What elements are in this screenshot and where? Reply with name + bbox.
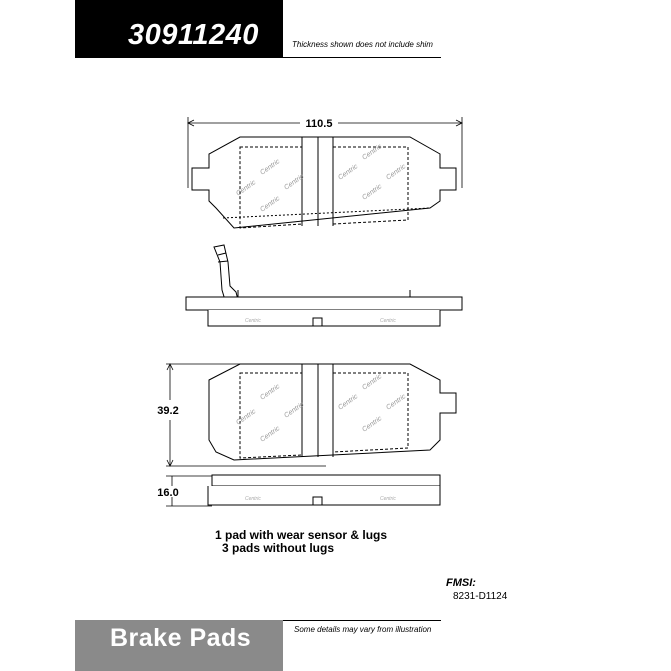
height-label: 39.2 bbox=[157, 405, 179, 417]
disclaimer-note: Some details may vary from illustration bbox=[294, 625, 432, 634]
svg-text:Centric: Centric bbox=[385, 393, 408, 412]
part-number: 30911240 bbox=[128, 19, 259, 51]
svg-text:Centric: Centric bbox=[259, 425, 282, 444]
fmsi-value: 8231-D1124 bbox=[453, 591, 508, 602]
svg-text:Centric: Centric bbox=[361, 143, 384, 162]
svg-text:Centric: Centric bbox=[235, 408, 258, 427]
pad-face-top bbox=[192, 137, 456, 228]
svg-text:Centric: Centric bbox=[245, 318, 261, 324]
footer-title: Brake Pads bbox=[110, 624, 252, 652]
thickness-note: Thickness shown does not include shim bbox=[292, 40, 433, 49]
svg-text:Centric: Centric bbox=[235, 179, 258, 198]
thickness-label: 16.0 bbox=[157, 487, 179, 499]
fmsi-label: FMSI: bbox=[446, 577, 476, 589]
svg-text:Centric: Centric bbox=[283, 173, 306, 192]
svg-text:Centric: Centric bbox=[337, 163, 360, 182]
footer-rule bbox=[283, 620, 441, 621]
pad-face-bottom bbox=[209, 364, 456, 460]
svg-text:Centric: Centric bbox=[337, 393, 360, 412]
pad-side-bottom bbox=[208, 475, 440, 505]
svg-text:Centric: Centric bbox=[380, 318, 396, 324]
svg-text:Centric: Centric bbox=[361, 373, 384, 392]
svg-text:Centric: Centric bbox=[245, 496, 261, 502]
caption-with-sensor: 1 pad with wear sensor & lugs bbox=[215, 528, 388, 542]
svg-text:Centric: Centric bbox=[361, 183, 384, 202]
svg-text:Centric: Centric bbox=[259, 383, 282, 402]
svg-text:Centric: Centric bbox=[380, 496, 396, 502]
svg-text:Centric: Centric bbox=[385, 163, 408, 182]
caption-without-lugs: 3 pads without lugs bbox=[222, 541, 335, 555]
pad-side-with-sensor bbox=[186, 245, 462, 326]
svg-text:Centric: Centric bbox=[361, 415, 384, 434]
svg-text:Centric: Centric bbox=[283, 401, 306, 420]
svg-text:Centric: Centric bbox=[259, 195, 282, 214]
width-label: 110.5 bbox=[305, 118, 333, 130]
svg-text:Centric: Centric bbox=[259, 158, 282, 177]
